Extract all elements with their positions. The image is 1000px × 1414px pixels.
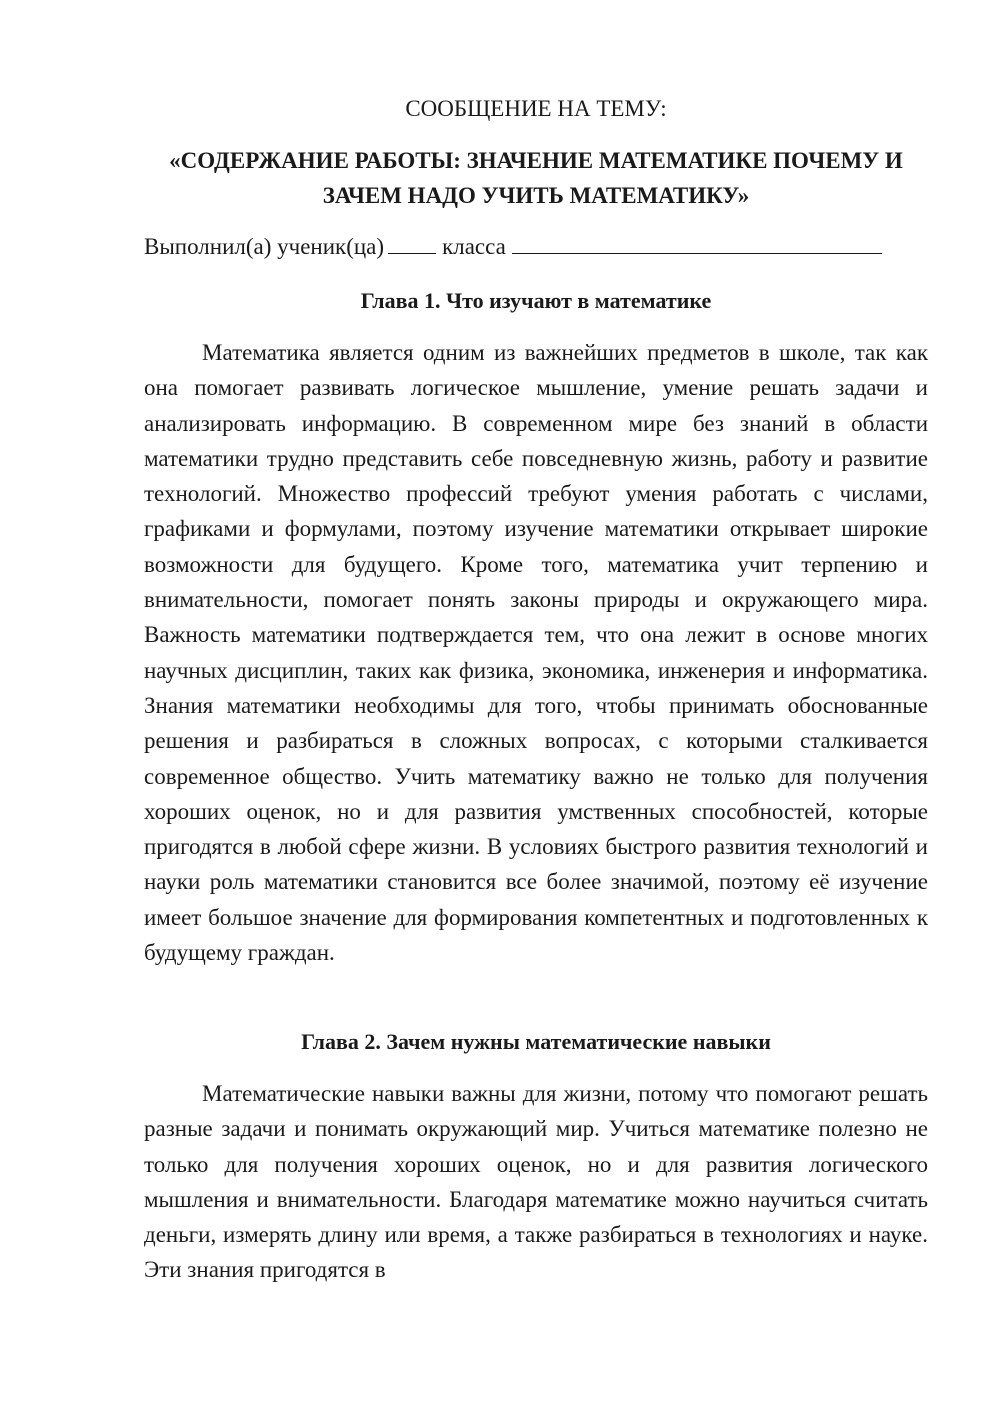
class-number-blank xyxy=(388,233,436,254)
chapter-2-heading: Глава 2. Зачем нужны математические навыки xyxy=(301,1029,771,1054)
chapter-2-paragraph: Математические навыки важны для жизни, потому что помогают решать разные задачи и понимать окружающий мир. Учиться математике полезно не только для получения хороших оценок, но и для развития логического мышления и внимательности. Благодаря математике можно научиться считать деньги, измерять длину или время, а также разбираться в технологиях и науке. Эти знания пригодятся в xyxy=(144,1081,928,1283)
class-label: класса xyxy=(442,234,506,259)
student-name-blank xyxy=(512,233,882,254)
performer-label: Выполнил(а) ученик(ца) xyxy=(144,234,385,259)
chapter-1-heading: Глава 1. Что изучают в математике xyxy=(360,288,712,313)
document-title: «СОДЕРЖАНИЕ РАБОТЫ: ЗНАЧЕНИЕ МАТЕМАТИКЕ ПОЧЕМУ И ЗАЧЕМ НАДО УЧИТЬ МАТЕМАТИКУ» xyxy=(169,148,903,208)
chapter-1-paragraph: Математика является одним из важнейших предметов в школе, так как она помогает развивать логическое мышление, умение решать задачи и анализировать информацию. В современном мире без знаний в области математики трудно представить себе повседневную жизнь, работу и развитие технологий. Множество профессий требуют умения работать с числами, графиками и формулами, поэтому изучение математики открывает широкие возможности для будущего. Кроме того, математика учит терпению и внимательности, помогает понять законы природы и окружающего мира. Важность математики подтверждается тем, что она лежит в основе многих научных дисциплин, таких как физика, экономика, инженерия и информатика. Знания математики необходимы для того, чтобы принимать обоснованные решения и разбираться в сложных вопросах, с которыми сталкивается современное общество. Учить математику важно не только для получения хороших оценок, но и для развития умственных способностей, которые пригодятся в любой сфере жизни. В условиях быстрого развития технологий и науки роль математики становится все более значимой, поэтому её изучение имеет большое значение для формирования компетентных и подготовленных к будущему граждан. xyxy=(144,340,928,966)
performer-line xyxy=(144,232,928,262)
document-kicker: СООБЩЕНИЕ НА ТЕМУ: xyxy=(405,96,667,121)
